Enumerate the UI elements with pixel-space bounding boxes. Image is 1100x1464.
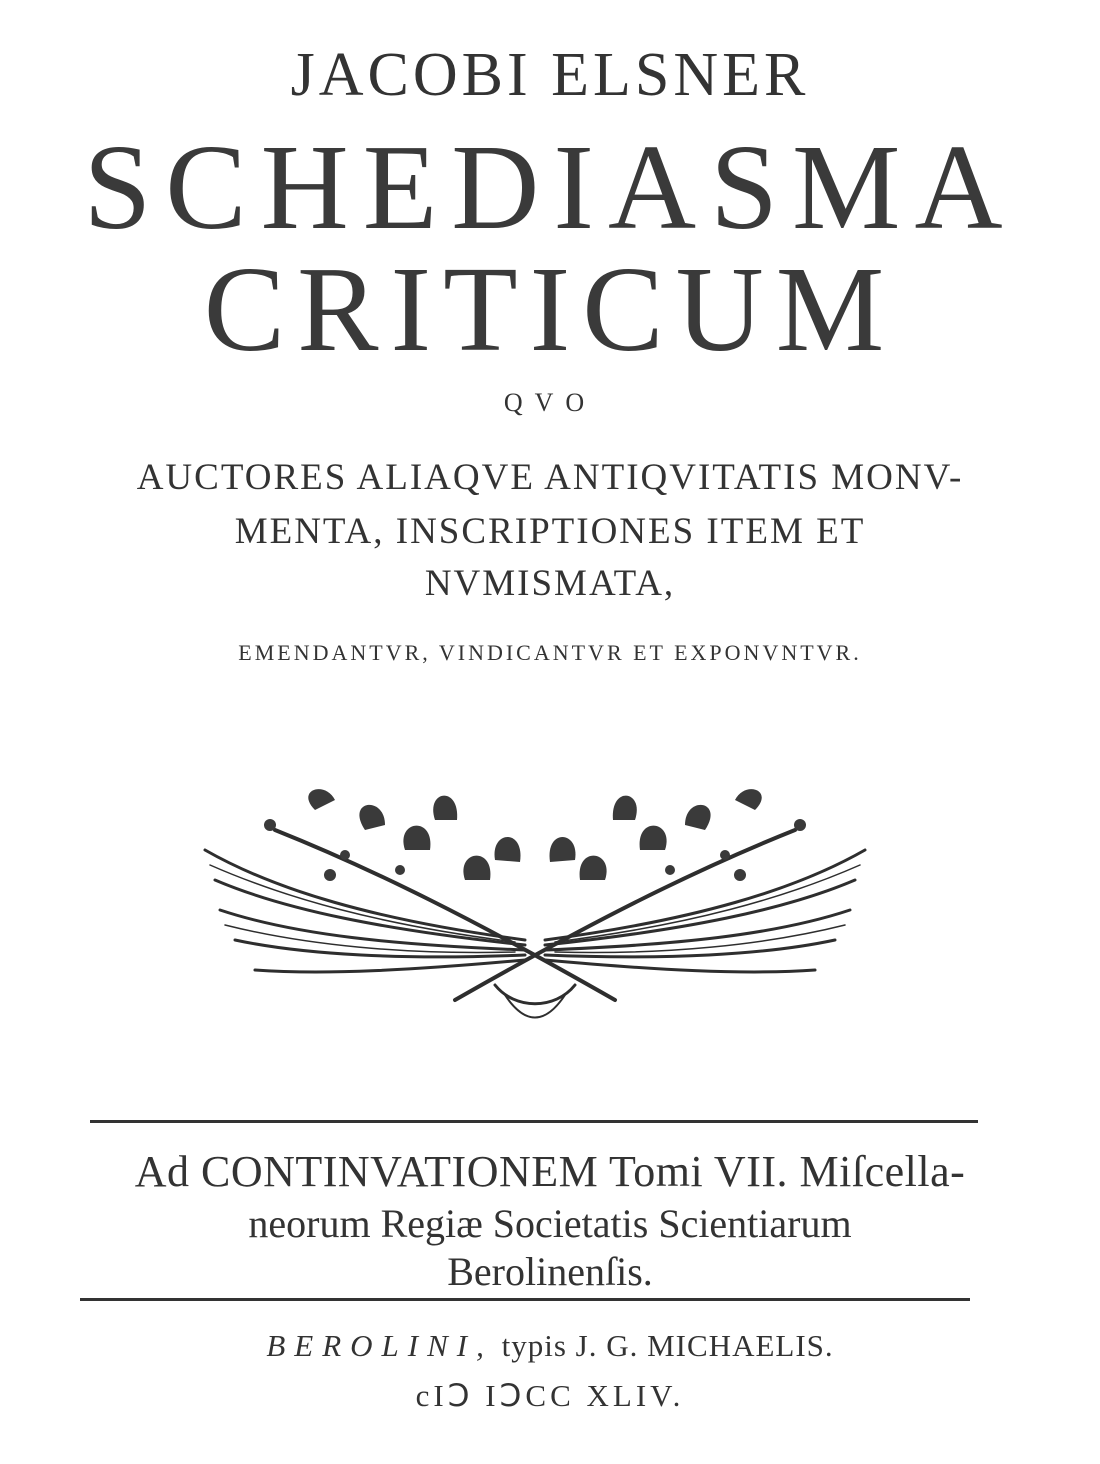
imprint-city: BEROLINI, [266, 1328, 493, 1363]
description-line-2: MENTA, INSCRIPTIONES ITEM ET [234, 511, 866, 552]
imprint-printer: typis J. G. MICHAELIS. [501, 1328, 834, 1363]
horizontal-rule-top [90, 1120, 978, 1123]
horizontal-rule-bottom [80, 1298, 970, 1301]
book-title-line-2: CRITICUM [203, 242, 897, 377]
description-line-1: AUCTORES ALIAQVE ANTIQVITATIS MONV- [136, 457, 964, 498]
description-line-4: EMENDANTVR, VINDICANTVR ET EXPONVNTVR. [238, 640, 862, 665]
continuation-line-2: neorum Regiæ Societatis Scientiarum [248, 1201, 852, 1246]
book-title-line-1: SCHEDIASMA [83, 120, 1017, 255]
author-name: JACOBI ELSNER [290, 41, 810, 109]
crossed-laurel-branches-icon [195, 770, 875, 1030]
imprint-line [0, 1328, 1100, 1364]
continuation-line-1: Ad CONTINVATIONEM Tomi VII. Miſcella- [134, 1147, 966, 1196]
description-line-3: NVMISMATA, [424, 563, 676, 604]
quo-line: QVO [503, 388, 597, 417]
publication-year: cIↃ IↃCC XLIV. [415, 1378, 685, 1413]
continuation-line-3: Berolinenſis. [447, 1249, 653, 1294]
